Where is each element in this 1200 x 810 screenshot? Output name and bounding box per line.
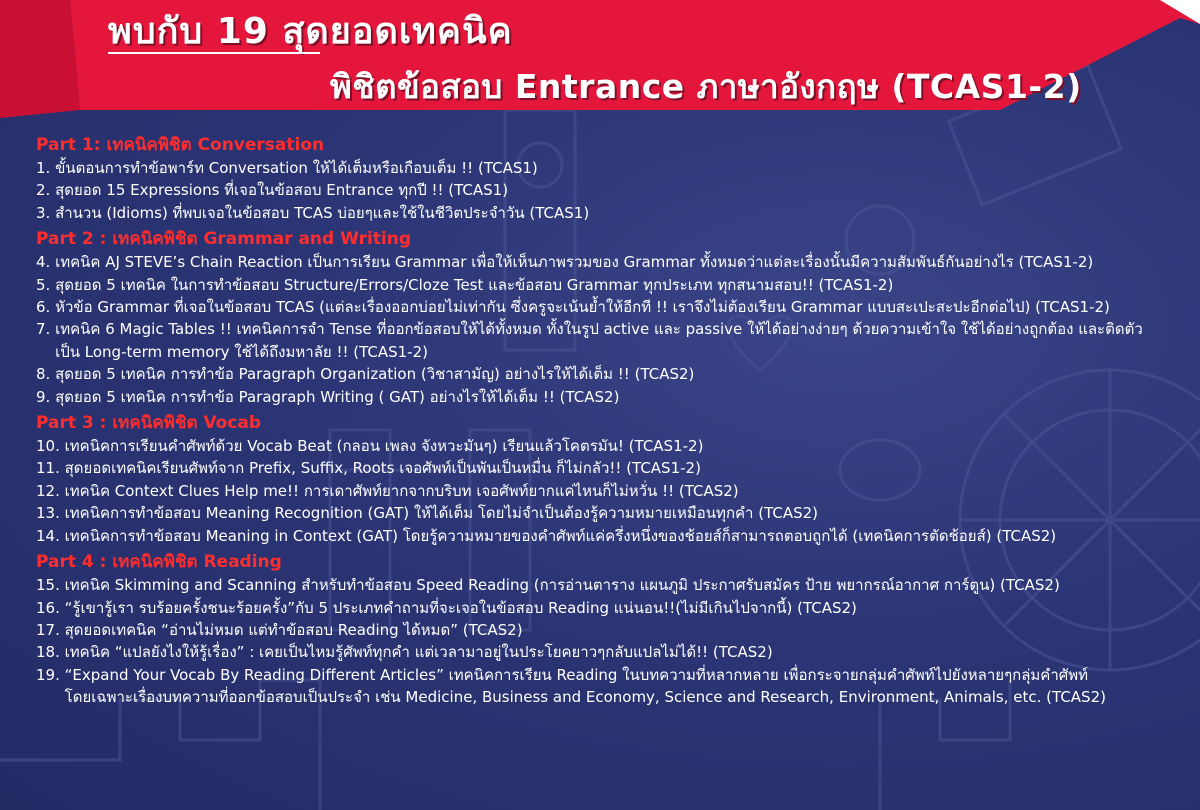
item-text: สุดยอด 5 เทคนิค ในการทำข้อสอบ Structure/Errors/Cloze Test และข้อสอบ Grammar ทุกประเภท ทุกสนามสอบ!! (TCAS1-2) xyxy=(55,275,894,294)
item-text-continued: โดยเฉพาะเรื่องบทความที่ออกข้อสอบเป็นประจำ เช่น Medicine, Business and Economy, Science and Research, Environment, Animals, etc. (TCAS2) xyxy=(64,688,1106,707)
item-number: 12. xyxy=(36,481,60,500)
item-number: 4. xyxy=(36,253,51,272)
part-heading: Part 2 : เทคนิคพิชิต Grammar and Writing xyxy=(36,229,412,250)
title-line-2: พิชิตข้อสอบ Entrance ภาษาอังกฤษ (TCAS1-2) xyxy=(330,67,1082,106)
item-number: 17. xyxy=(36,620,60,639)
item-text: เทคนิคการทำข้อสอบ Meaning in Context (GAT) โดยรู้ความหมายของคำศัพท์แค่ครึ่งหนึ่งของช้อยส์ก็สามารถตอบถูกได้ (เทคนิคการตัดช้อยส์) (TCAS2) xyxy=(64,526,1057,545)
list-item xyxy=(36,386,1186,408)
part-heading: Part 3 : เทคนิคพิชิต Vocab xyxy=(36,413,262,434)
item-text: สำนวน (Idioms) ที่พบเจอในข้อสอบ TCAS บ่อยๆและใช้ในชีวิตประจำวัน (TCAS1) xyxy=(55,203,590,222)
list-item xyxy=(36,363,1186,385)
item-number: 13. xyxy=(36,504,60,523)
part-2-section xyxy=(36,228,1186,408)
part-4-section xyxy=(36,551,1186,708)
technique-list xyxy=(36,134,1186,709)
item-text: เทคนิค AJ STEVE’s Chain Reaction เป็นการเรียน Grammar เพื่อให้เห็นภาพรวมของ Grammar ทั้งหมดว่าแต่ละเรื่องนั้นมีความสัมพันธ์กันอย่างไร (TCAS1-2) xyxy=(55,253,1094,272)
part-1-section xyxy=(36,134,1186,224)
item-text: เทคนิค “แปลยังไงให้รู้เรื่อง” : เคยเป็นไหมรู้ศัพท์ทุกคำ แต่เวลามาอยู่ในประโยคยาวๆกลับแปลไม่ได้!! (TCAS2) xyxy=(64,643,773,662)
title-underline xyxy=(108,52,320,54)
item-text: สุดยอดเทคนิคเรียนศัพท์จาก Prefix, Suffix, Roots เจอศัพท์เป็นพันเป็นหมื่น ก็ไม่กลัว!! (TCAS1-2) xyxy=(64,459,701,478)
item-number: 16. xyxy=(36,598,60,617)
list-item xyxy=(36,574,1186,596)
list-item xyxy=(36,296,1186,318)
list-item xyxy=(36,179,1186,201)
item-text: “Expand Your Vocab By Reading Different Articles” เทคนิคการเรียน Reading ในบทความที่หลากหลาย เพื่อกระจายกลุ่มคำศัพท์ไปยังหลายๆกลุ่มคำศัพท์ xyxy=(64,665,1089,684)
item-number: 9. xyxy=(36,387,51,406)
header-banner xyxy=(0,0,1200,118)
item-text: หัวข้อ Grammar ที่เจอในข้อสอบ TCAS (แต่ละเรื่องออกบ่อยไม่เท่ากัน ซึ่งครูจะเน้นย้ำให้อีกที !! เราจึงไม่ต้องเรียน Grammar แบบสะเปะสะปะอีกต่อไป) (TCAS1-2) xyxy=(55,298,1110,317)
item-text: ขั้นตอนการทำข้อพาร์ท Conversation ให้ได้เต็มหรือเกือบเต็ม !! (TCAS1) xyxy=(55,159,538,177)
list-item xyxy=(36,318,1186,363)
list-item xyxy=(36,157,1186,179)
list-item xyxy=(36,525,1186,547)
item-text: สุดยอด 15 Expressions ที่เจอในข้อสอบ Entrance ทุกปี !! (TCAS1) xyxy=(55,181,509,200)
list-item xyxy=(36,502,1186,524)
list-item xyxy=(36,435,1186,457)
list-item xyxy=(36,457,1186,479)
list-item xyxy=(36,274,1186,296)
list-item xyxy=(36,597,1186,619)
item-text: เทคนิค Context Clues Help me!! การเดาศัพท์ยากจากบริบท เจอศัพท์ยากแค่ไหนก็ไม่หวั่น !! (TCAS2) xyxy=(64,481,739,500)
item-text: สุดยอด 5 เทคนิค การทำข้อ Paragraph Writing ( GAT) อย่างไรให้ได้เต็ม !! (TCAS2) xyxy=(55,387,620,406)
item-number: 15. xyxy=(36,576,60,595)
list-item xyxy=(36,202,1186,224)
item-text: สุดยอดเทคนิค “อ่านไม่หมด แต่ทำข้อสอบ Reading ได้หมด” (TCAS2) xyxy=(64,620,523,639)
part-3-section xyxy=(36,412,1186,547)
item-number: 5. xyxy=(36,275,51,294)
item-text: เทคนิค 6 Magic Tables !! เทคนิคการจำ Tense ที่ออกข้อสอบให้ได้ทั้งหมด ทั้งในรูป active และ passive ให้ได้อย่างง่ายๆ ด้วยความเข้าใจ ใช้ได้อย่างถูกต้อง และติดตัว xyxy=(55,320,1143,339)
list-item xyxy=(36,664,1186,709)
list-item xyxy=(36,251,1186,273)
list-item xyxy=(36,641,1186,663)
item-text: สุดยอด 5 เทคนิค การทำข้อ Paragraph Organization (วิชาสามัญ) อย่างไรให้ได้เต็ม !! (TCAS2) xyxy=(55,365,695,384)
item-text: เทคนิคการเรียนคำศัพท์ด้วย Vocab Beat (กลอน เพลง จังหวะมันๆ) เรียนแล้วโคตรมัน! (TCAS1-2) xyxy=(64,437,704,456)
list-item xyxy=(36,619,1186,641)
item-text: “รู้เขารู้เรา รบร้อยครั้งชนะร้อยครั้ง”กับ 5 ประเภทคำถามที่จะเจอในข้อสอบ Reading แน่นอน!!(ไม่มีเกินไปจากนี้) (TCAS2) xyxy=(64,598,857,617)
item-number: 1. xyxy=(36,159,51,177)
part-heading: Part 4 : เทคนิคพิชิต Reading xyxy=(36,552,282,573)
item-number: 19. xyxy=(36,665,60,684)
item-number: 3. xyxy=(36,203,51,222)
item-text-continued: เป็น Long-term memory ใช้ได้ถึงมหาลัย !! (TCAS1-2) xyxy=(55,342,428,361)
item-number: 18. xyxy=(36,643,60,662)
item-number: 6. xyxy=(36,298,51,317)
item-number: 2. xyxy=(36,181,51,200)
item-text: เทคนิคการทำข้อสอบ Meaning Recognition (GAT) ให้ได้เต็ม โดยไม่จำเป็นต้องรู้ความหมายเหมือนทุกคำ (TCAS2) xyxy=(64,504,819,523)
item-number: 8. xyxy=(36,365,51,384)
item-text: เทคนิค Skimming and Scanning สำหรับทำข้อสอบ Speed Reading (การอ่านตาราง แผนภูมิ ประกาศรับสมัคร ป้าย พยากรณ์อากาศ การ์ตูน) (TCAS2) xyxy=(64,576,1060,595)
item-number: 11. xyxy=(36,459,60,478)
item-number: 10. xyxy=(36,437,60,456)
part-heading: Part 1: เทคนิคพิชิต Conversation xyxy=(36,135,325,155)
list-item xyxy=(36,480,1186,502)
item-number: 7. xyxy=(36,320,51,339)
item-number: 14. xyxy=(36,526,60,545)
title-line-1: พบกับ 19 สุดยอดเทคนิค xyxy=(108,11,513,52)
